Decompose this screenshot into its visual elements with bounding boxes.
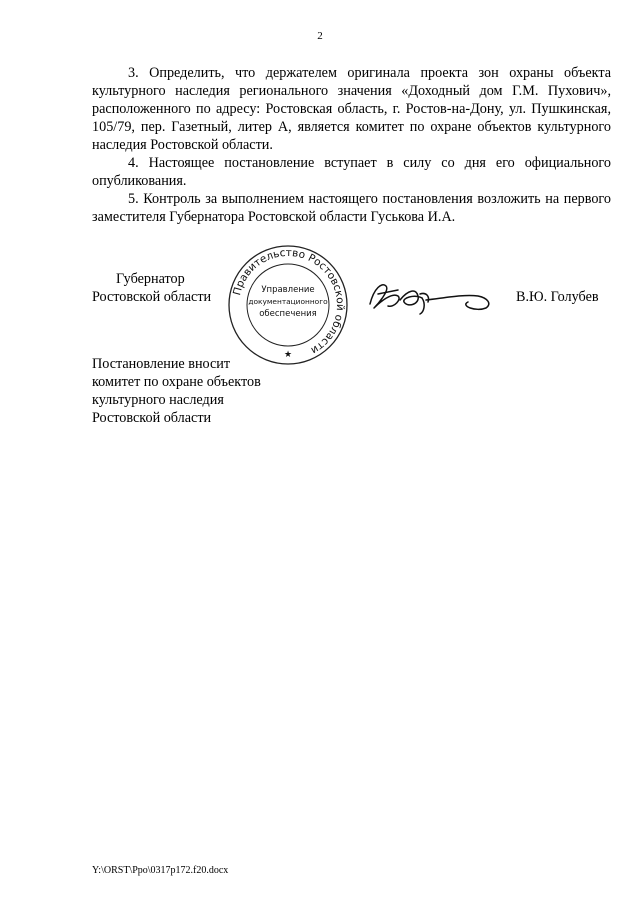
- position-line-2: Ростовской области: [92, 289, 212, 305]
- signatory-name: В.Ю. Голубев: [516, 289, 599, 305]
- page-number: 2: [317, 30, 323, 42]
- paragraph-3: 3. Определить, что держателем оригинала проекта зон охраны объекта культурного наследия регионального значения «Доходный дом Г.М. Пухович», расположенного по адресу: Ростовская область, г. Ростов-на-Дону, ул. Пушкинская, 105/79, пер. Газетный, литер А, является комитет по охране объектов культурного наследия Ростовской области.: [92, 65, 611, 153]
- seal-outer-text: Правительство Ростовской области: [231, 246, 347, 357]
- signatory-position: [92, 270, 211, 306]
- handwritten-signature-icon: [364, 274, 496, 318]
- paragraph-4: 4. Настоящее постановление вступает в силу со дня его официального опубликования.: [92, 155, 611, 189]
- seal-star-icon: ★: [283, 349, 293, 359]
- submitter-note-line-4: Ростовской области: [92, 410, 212, 426]
- seal-inner-line-1: Управление: [261, 285, 315, 295]
- seal-inner-line-3: обеспечения: [259, 309, 317, 319]
- document-body: [92, 64, 611, 226]
- paragraph-5: 5. Контроль за выполнением настоящего постановления возложить на первого заместителя Губернатора Ростовской области Гуськова И.А.: [92, 191, 611, 225]
- submitter-note-line-1: Постановление вносит: [92, 356, 231, 372]
- seal-inner-line-2: документационного: [248, 297, 328, 306]
- submitter-note-line-2: комитет по охране объектов: [92, 374, 261, 390]
- position-line-1: Губернатор: [116, 271, 185, 287]
- file-path: Y:\ORST\Ppo\0317p172.f20.docx: [92, 865, 229, 876]
- submitter-note-line-3: культурного наследия: [92, 392, 224, 408]
- official-seal-icon: [226, 243, 350, 367]
- submitter-note: [92, 355, 261, 427]
